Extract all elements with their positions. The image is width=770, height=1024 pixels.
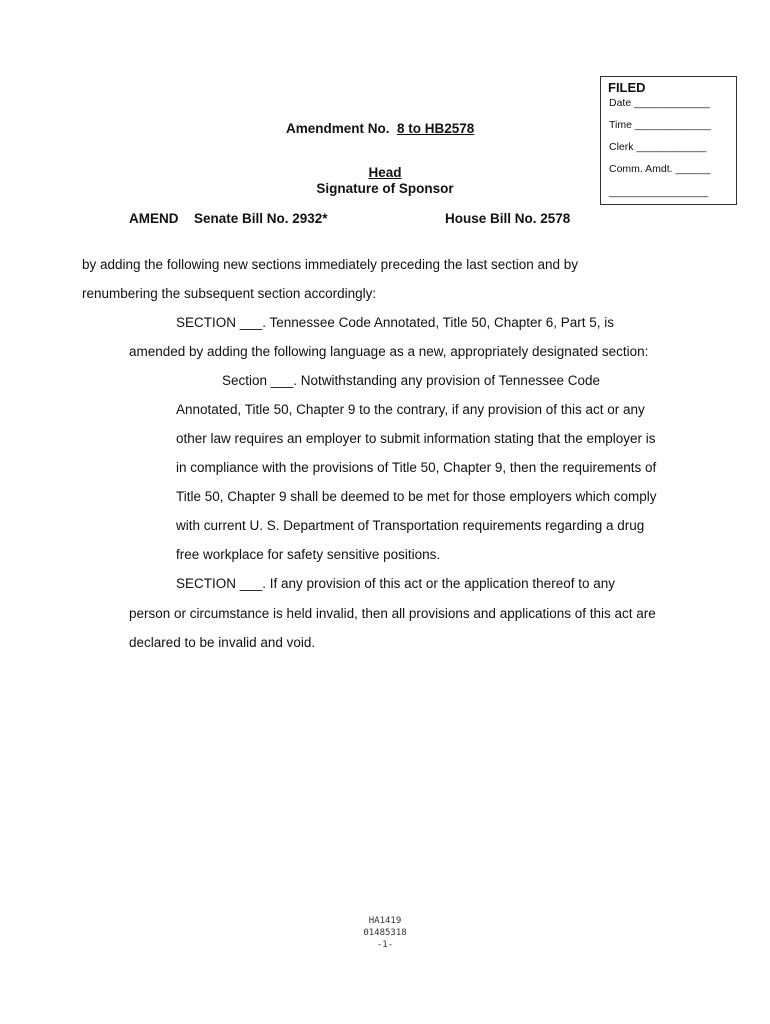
filed-time: Time _____________ xyxy=(609,119,711,131)
filed-comm-amdt: Comm. Amdt. ______ xyxy=(609,163,711,175)
filed-clerk: Clerk ____________ xyxy=(609,141,707,153)
body-line: other law requires an employer to submit information stating that the employer is xyxy=(176,431,656,446)
amendment-number: 8 to HB2578 xyxy=(397,121,475,136)
filed-blank-line: _________________ xyxy=(609,186,709,198)
body-line: amended by adding the following language as a new, appropriately designated section: xyxy=(129,344,649,359)
body-line: by adding the following new sections immediately preceding the last section and by xyxy=(82,257,579,272)
filed-title: FILED xyxy=(608,80,646,95)
body-line: person or circumstance is held invalid, then all provisions and applications of this act are xyxy=(129,606,656,621)
sponsor-label: Signature of Sponsor xyxy=(316,181,454,196)
body-line: in compliance with the provisions of Title 50, Chapter 9, then the requirements of xyxy=(176,460,657,475)
footer-number: 01485318 xyxy=(363,928,407,938)
body-line: Annotated, Title 50, Chapter 9 to the contrary, if any provision of this act or any xyxy=(176,402,645,417)
body-line: with current U. S. Department of Transportation requirements regarding a drug xyxy=(176,518,645,533)
house-bill-number: House Bill No. 2578 xyxy=(445,211,571,226)
amendment-heading xyxy=(286,121,474,136)
amend-label: AMEND xyxy=(129,211,179,226)
body-line: Section ___. Notwithstanding any provision of Tennessee Code xyxy=(222,373,600,388)
body-line: Title 50, Chapter 9 shall be deemed to be met for those employers which comply xyxy=(176,489,657,504)
filed-date: Date _____________ xyxy=(609,97,711,109)
body-line: SECTION ___. If any provision of this act or the application thereof to any xyxy=(176,576,615,591)
body-line: free workplace for safety sensitive positions. xyxy=(176,547,441,562)
page-number: -1- xyxy=(376,940,394,950)
body-line: SECTION ___. Tennessee Code Annotated, Title 50, Chapter 6, Part 5, is xyxy=(176,315,615,330)
footer-code: HA1419 xyxy=(368,916,402,926)
sponsor-name: Head xyxy=(368,165,402,180)
senate-bill-number: Senate Bill No. 2932* xyxy=(194,211,328,226)
amendment-prefix: Amendment No. xyxy=(286,121,390,136)
body-line: declared to be invalid and void. xyxy=(129,635,316,650)
body-line: renumbering the subsequent section accordingly: xyxy=(82,286,377,301)
